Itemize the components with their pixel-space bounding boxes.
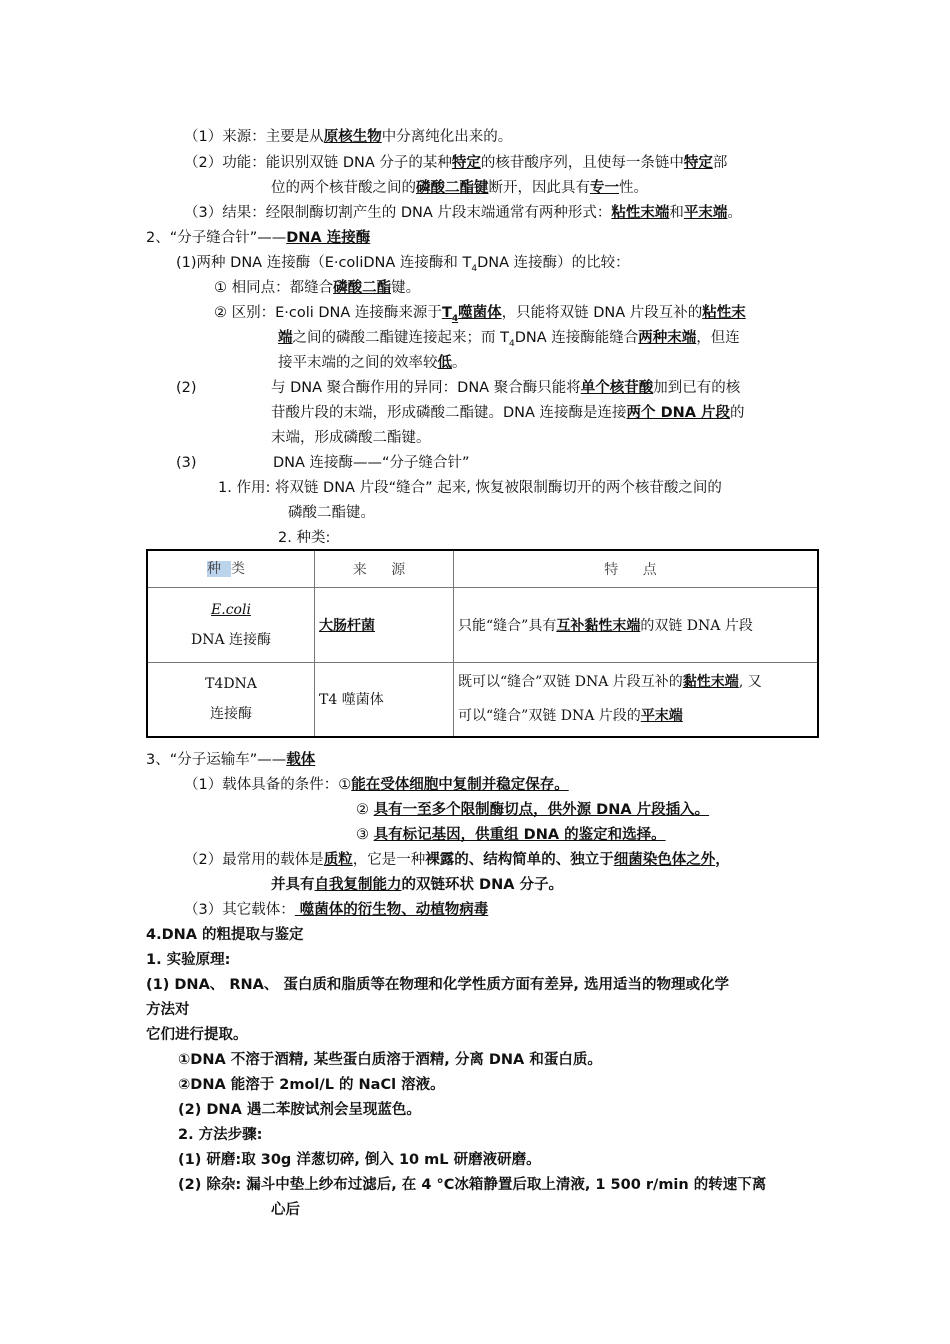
ligase-kinds-label: 2. 种类: <box>278 530 331 546</box>
table-row <box>147 588 818 663</box>
row2-source: T4 噬菌体 <box>315 663 454 737</box>
polymerase-compare-line: 与 DNA 聚合酶作用的异同：DNA 聚合酶只能将单个核苷酸加到已有的核 <box>271 380 741 396</box>
item-3-number: (3) <box>176 455 197 471</box>
table-header-row <box>147 550 818 588</box>
vector-heading: 3、“分子运输车”——载体 <box>146 752 316 768</box>
steps-label: 2. 方法步骤: <box>178 1127 263 1143</box>
source-line: （1）来源：主要是从原核生物中分离纯化出来的。 <box>184 129 513 145</box>
result-line: （3）结果：经限制酶切割产生的 DNA 片段末端通常有两种形式：粘性末端和平末端。 <box>184 205 742 221</box>
ligase-use-line-2: 磷酸二酯键。 <box>288 505 375 521</box>
function-line: （2）功能：能识别双链 DNA 分子的某种特定的核苷酸序列，且使每一条链中特定部 <box>184 155 728 171</box>
row1-source: 大肠杆菌 <box>315 588 454 663</box>
similarity-line: ① 相同点：都缝合磷酸二酯键。 <box>214 280 421 296</box>
principle-1a: ①DNA 不溶于酒精, 某些蛋白质溶于酒精, 分离 DNA 和蛋白质。 <box>178 1052 602 1068</box>
principle-1: (1) DNA、 RNA、 蛋白质和脂质等在物理和化学性质方面有差异, 选用适当的物理或化学 <box>146 977 729 993</box>
ligase-table <box>146 549 819 738</box>
ligase-needle-title: DNA 连接酶——“分子缝合针” <box>273 455 470 471</box>
plasmid-line: （2）最常用的载体是质粒，它是一种裸露的、结构简单的、独立于细菌染色体之外， <box>184 852 730 868</box>
principle-label: 1. 实验原理: <box>146 952 231 968</box>
plasmid-line-2: 并具有自我复制能力的双链环状 DNA 分子。 <box>271 877 563 893</box>
vector-condition-2: ② 具有一至多个限制酶切点，供外源 DNA 片段插入。 <box>356 802 710 818</box>
table-row <box>147 663 818 737</box>
ligase-compare-line: (1)两种 DNA 连接酶（E·coliDNA 连接酶和 $T_4DNA$ 连接酶）的比较： <box>176 255 630 274</box>
polymerase-compare-line-2: 苷酸片段的末端，形成磷酸二酯键。DNA 连接酶是连接两个 DNA 片段的 <box>271 405 745 421</box>
extraction-title: 4.DNA 的粗提取与鉴定 <box>146 927 304 943</box>
principle-1b: ②DNA 能溶于 2mol/L 的 NaCl 溶液。 <box>178 1077 445 1093</box>
item-2-number: (2) <box>176 380 197 396</box>
principle-1-cont: 方法对 <box>146 1002 190 1018</box>
vector-condition-3: ③ 具有标记基因，供重组 DNA 的鉴定和选择。 <box>356 827 666 843</box>
header-type: 种类 <box>147 550 315 588</box>
principle-1-cont-2: 它们进行提取。 <box>146 1027 248 1043</box>
step-2-cont: 心后 <box>271 1202 300 1218</box>
step-1: (1) 研磨:取 30g 洋葱切碎, 倒入 10 mL 研磨液研磨。 <box>178 1152 541 1168</box>
ligase-use-line: 1. 作用: 将双链 DNA 片段“缝合” 起来, 恢复被限制酶切开的两个核苷酸之间的 <box>218 480 722 496</box>
step-2: (2) 除杂: 漏斗中垫上纱布过滤后, 在 4 °C冰箱静置后取上清液, 1 500 r/min 的转速下离 <box>178 1177 767 1193</box>
header-source: 来 源 <box>315 550 454 588</box>
vector-condition-1: （1）载体具备的条件：①能在受体细胞中复制并稳定保存。 <box>184 777 569 793</box>
difference-line: ② 区别：E·coli DNA 连接酶来源于$T_4$噬菌体，只能将双链 DNA 片段互补的粘性末 <box>214 305 746 324</box>
header-feature: 特 点 <box>454 550 819 588</box>
polymerase-compare-line-3: 末端，形成磷酸二酯键。 <box>271 430 431 446</box>
row2-feature: 既可以“缝合”双链 DNA 片段互补的黏性末端, 又 可以“缝合”双链 DNA 片段的平末端 <box>454 663 819 737</box>
difference-line-2: 端之间的磷酸二酯键连接起来；而 $T_4DNA$ 连接酶能缝合两种末端，但连 <box>278 330 740 349</box>
row1-type: E.coli DNA 连接酶 <box>147 588 315 663</box>
principle-2: (2) DNA 遇二苯胺试剂会呈现蓝色。 <box>178 1102 421 1118</box>
difference-line-3: 接平末端的之间的效率较低。 <box>278 355 467 371</box>
row1-feature: 只能“缝合”具有互补黏性末端的双链 DNA 片段 <box>454 588 819 663</box>
row2-type: T4DNA 连接酶 <box>147 663 315 737</box>
other-vectors-line: （3）其它载体： 噬菌体的衍生物、动植物病毒 <box>184 902 489 918</box>
function-line-cont: 位的两个核苷酸之间的磷酸二酯键断开，因此具有专一性。 <box>271 180 648 196</box>
ligase-heading: 2、“分子缝合针”——DNA 连接酶 <box>146 230 371 246</box>
